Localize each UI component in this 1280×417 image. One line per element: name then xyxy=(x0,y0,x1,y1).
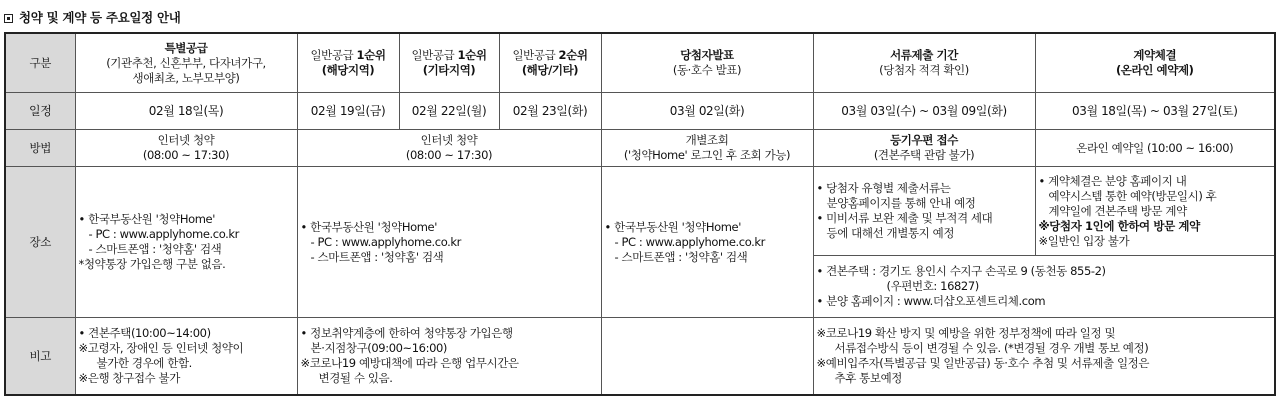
method-special-line1: 인터넷 청약 xyxy=(157,133,215,147)
header-general-2-sub: (해당/기타) xyxy=(521,63,579,77)
method-winner-line1: 개별조회 xyxy=(685,133,729,147)
model-house-zip: (우편번호: 16827) xyxy=(886,279,979,293)
header-contract xyxy=(1035,33,1275,93)
place-special-line: • 한국부동산원 '청약Home' xyxy=(78,212,215,226)
section-title-text: 청약 및 계약 등 주요일정 안내 xyxy=(19,10,181,25)
place-docs-line2: 분양홈페이지를 통해 안내 예정 xyxy=(826,196,976,210)
method-row xyxy=(5,130,1275,167)
note-docs-line3: ※예비입주자(특별공급 및 일반공급) 동·호수 추첨 및 서류제출 일정은 xyxy=(816,356,1150,370)
note-general-line3: ※코로나19 예방대책에 따라 은행 업무시간은 xyxy=(300,356,519,370)
method-contract: 온라인 예약일 (10:00 ~ 16:00) xyxy=(1035,130,1275,167)
header-special-sub2: 생애최초, 노부모부양) xyxy=(132,70,240,85)
date-contract: 03월 18일(목) ~ 03월 27일(토) xyxy=(1035,93,1275,130)
date-row xyxy=(5,93,1275,130)
place-winner xyxy=(601,167,813,318)
header-special-sub1: (기관추천, 신혼부부, 다자녀가구, xyxy=(106,55,266,70)
note-general-line4: 변경될 수 있음. xyxy=(318,371,393,385)
method-special xyxy=(75,130,297,167)
method-docs-line2: (견본주택 관람 불가) xyxy=(873,148,975,162)
header-docs-title: 서류제출 기간 xyxy=(890,48,958,62)
place-special-app: - 스마트폰앱 : '청약홈' 검색 xyxy=(88,242,222,256)
header-special-title: 특별공급 xyxy=(164,40,208,55)
method-winner-line2: ('청약Home' 로그인 후 조회 가능) xyxy=(623,148,791,162)
header-winner-title: 당첨자발표 xyxy=(680,48,734,62)
place-general-pc: - PC : www.applyhome.co.kr xyxy=(310,234,461,249)
note-special-line2: ※고령자, 장애인 등 인터넷 청약이 xyxy=(78,341,244,355)
place-contract-line4: ※당첨자 1인에 한하여 방문 계약 xyxy=(1038,218,1200,233)
note-special-line4: ※은행 창구접수 불가 xyxy=(78,371,180,385)
label-date: 일정 xyxy=(5,93,75,130)
date-general-1-local: 02월 19일(금) xyxy=(297,93,399,130)
header-docs xyxy=(813,33,1035,93)
note-winner xyxy=(601,318,813,396)
method-general-line1: 인터넷 청약 xyxy=(420,133,478,147)
place-docs-line3: • 미비서류 보완 제출 및 부적격 세대 xyxy=(816,211,993,225)
date-docs: 03월 03일(수) ~ 03월 09일(화) xyxy=(813,93,1035,130)
place-winner-app: - 스마트폰앱 : '청약홈' 검색 xyxy=(614,249,748,264)
place-model-house xyxy=(813,256,1275,318)
method-winner xyxy=(601,130,813,167)
place-winner-pc: - PC : www.applyhome.co.kr xyxy=(614,234,765,249)
header-general-1-local-prefix: 일반공급 xyxy=(310,48,357,62)
note-row xyxy=(5,318,1275,396)
header-general-1-other-prefix: 일반공급 xyxy=(411,48,458,62)
model-house-address: • 견본주택 : 경기도 용인시 수지구 손곡로 9 (동천동 855-2) xyxy=(816,264,1106,278)
place-contract-line5: ※일반인 입장 불가 xyxy=(1038,233,1130,248)
date-winner: 03월 02일(화) xyxy=(601,93,813,130)
header-special xyxy=(75,33,297,93)
note-special xyxy=(75,318,297,396)
place-general-line: • 한국부동산원 '청약Home' xyxy=(300,219,437,234)
date-general-1-other: 02월 22일(월) xyxy=(399,93,499,130)
place-winner-line: • 한국부동산원 '청약Home' xyxy=(604,219,741,234)
model-house-homepage: • 분양 홈페이지 : www.더샵오포센트리체.com xyxy=(816,294,1046,308)
header-general-1-other xyxy=(399,33,499,93)
section-title xyxy=(4,8,181,26)
header-contract-title: 계약체결 xyxy=(1133,48,1177,62)
note-general-line2: 본·지점창구(09:00~16:00) xyxy=(310,341,447,355)
header-contract-sub: (온라인 예약제) xyxy=(1115,63,1194,77)
header-general-1-local-sub: (해당지역) xyxy=(321,63,375,77)
place-row xyxy=(5,167,1275,256)
header-general-2-prefix: 일반공급 xyxy=(512,48,559,62)
note-docs-line2: 서류접수방식 등이 변경될 수 있음. (*변경될 경우 개별 통보 예정) xyxy=(834,341,1149,355)
method-general xyxy=(297,130,601,167)
note-docs-line4: 추후 통보예정 xyxy=(834,371,903,385)
place-contract-line1: • 계약체결은 분양 홈페이지 내 xyxy=(1038,173,1187,188)
place-docs-line1: • 당첨자 유형별 제출서류는 xyxy=(816,181,951,195)
place-special-pc: - PC : www.applyhome.co.kr xyxy=(88,227,239,241)
method-docs-line1: 등기우편 접수 xyxy=(890,133,958,147)
label-category: 구분 xyxy=(5,33,75,93)
place-contract-line3: 계약일에 견본주택 방문 계약 xyxy=(1048,203,1187,218)
note-special-line3: 불가한 경우에 한함. xyxy=(96,356,192,370)
header-general-1-local-rank: 1순위 xyxy=(356,48,386,62)
date-special: 02월 18일(목) xyxy=(75,93,297,130)
place-docs-line4: 등에 대해선 개별통지 예정 xyxy=(826,226,955,240)
label-note: 비고 xyxy=(5,318,75,396)
place-contract-line2: 예약시스템 통한 예약(방문일시) 후 xyxy=(1048,188,1217,203)
header-general-1-other-sub: (기타지역) xyxy=(422,63,476,77)
note-docs-line1: ※코로나19 확산 방지 및 예방을 위한 정부정책에 따라 일정 및 xyxy=(816,326,1116,340)
method-docs xyxy=(813,130,1035,167)
header-winner xyxy=(601,33,813,93)
note-docs-contract xyxy=(813,318,1275,396)
header-general-2-rank: 2순위 xyxy=(558,48,588,62)
square-bullet-icon xyxy=(4,14,13,23)
note-general-line1: • 정보취약계층에 한하여 청약통장 가입은행 xyxy=(300,326,513,340)
header-general-1-local xyxy=(297,33,399,93)
place-docs xyxy=(813,167,1035,256)
label-place: 장소 xyxy=(5,167,75,318)
place-special xyxy=(75,167,297,318)
place-general-app: - 스마트폰앱 : '청약홈' 검색 xyxy=(310,249,444,264)
place-general xyxy=(297,167,601,318)
schedule-table xyxy=(4,32,1276,396)
place-special-note: *청약통장 가입은행 구분 없음. xyxy=(78,257,226,271)
header-winner-sub: (동·호수 발표) xyxy=(672,63,742,77)
note-general xyxy=(297,318,601,396)
label-method: 방법 xyxy=(5,130,75,167)
date-general-2: 02월 23일(화) xyxy=(499,93,601,130)
header-row xyxy=(5,33,1275,93)
note-special-line1: • 견본주택(10:00~14:00) xyxy=(78,326,211,340)
header-general-1-other-rank: 1순위 xyxy=(457,48,487,62)
method-general-line2: (08:00 ~ 17:30) xyxy=(405,148,493,162)
header-docs-sub: (당첨자 적격 확인) xyxy=(879,63,969,77)
header-general-2 xyxy=(499,33,601,93)
method-special-line2: (08:00 ~ 17:30) xyxy=(142,148,230,162)
place-contract xyxy=(1035,167,1275,256)
